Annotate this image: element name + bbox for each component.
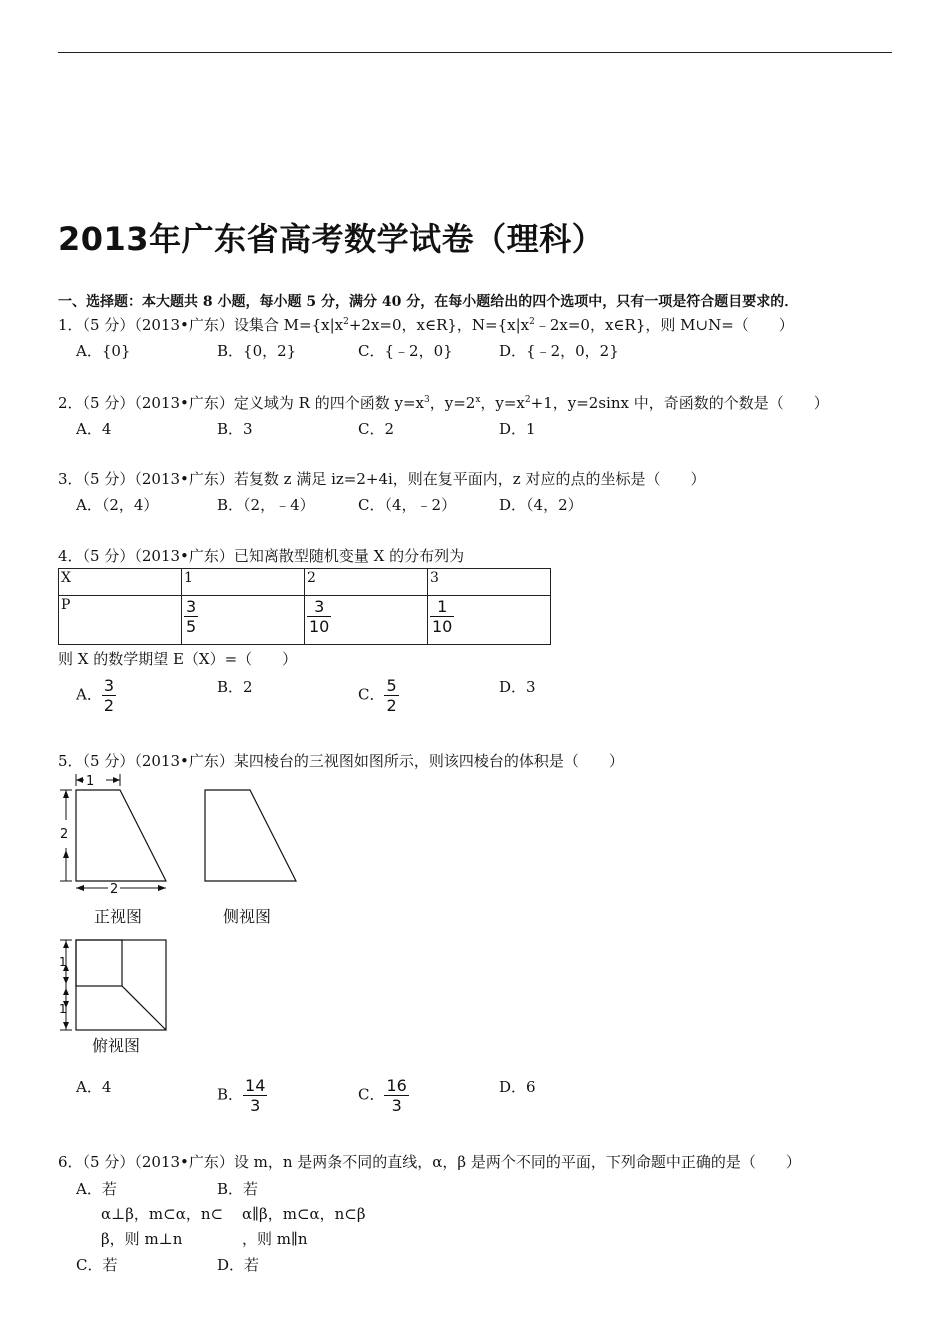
fraction xyxy=(243,1076,267,1115)
q2-exp-2: x xyxy=(475,395,481,405)
question-3: 3．（5 分）（2013•广东）若复数 z 满足 iz=2+4i，则在复平面内，z 对应的点的坐标是（ ） xyxy=(58,470,706,488)
table-row xyxy=(59,569,551,596)
denominator: 2 xyxy=(103,696,115,715)
top-view xyxy=(76,940,166,1030)
option-label: B． xyxy=(217,1085,244,1104)
q6-option-d: D．若 xyxy=(217,1256,260,1274)
q1-exp-b: 2 xyxy=(529,317,535,327)
q1-text-c: ﹣2x=0，x∈R}，则 M∪N=（ ） xyxy=(534,316,794,334)
fraction xyxy=(307,597,331,636)
q2-option-a: A．4 xyxy=(76,420,112,438)
numerator: 1 xyxy=(430,597,454,617)
fraction xyxy=(430,597,454,636)
dim-label: 1 xyxy=(59,1002,67,1016)
dim-top-width xyxy=(76,774,120,789)
q5-option-d: D．6 xyxy=(499,1078,536,1096)
side-view xyxy=(205,790,296,881)
dim-label: 1 xyxy=(86,774,95,789)
numerator: 16 xyxy=(386,1076,407,1095)
q3-option-a: A．（2，4） xyxy=(76,496,159,514)
q6-option-b-line3: ，则 m∥n xyxy=(242,1230,308,1248)
q2-exp-1: 3 xyxy=(423,395,430,405)
three-view-diagram xyxy=(56,770,316,1060)
q1-option-d: D．{﹣2，0，2} xyxy=(499,342,619,360)
option-label: C． xyxy=(358,685,385,704)
q6-option-a: A．若 xyxy=(76,1180,117,1198)
distribution-table xyxy=(58,568,551,645)
q1-text-b: +2x=0，x∈R}，N={x|x xyxy=(348,316,530,334)
dim-label: 2 xyxy=(110,882,119,897)
fraction xyxy=(184,597,198,636)
top-view-label: 俯视图 xyxy=(92,1036,141,1055)
page-title: 2013年广东省高考数学试卷（理科） xyxy=(58,220,605,258)
table-cell xyxy=(428,596,551,645)
denominator: 3 xyxy=(391,1096,402,1115)
numerator: 5 xyxy=(386,676,397,695)
q4-option-a xyxy=(76,676,116,715)
dim-label: 2 xyxy=(60,827,69,842)
q6-option-a-line3: β，则 m⊥n xyxy=(101,1230,183,1248)
table-cell: 3 xyxy=(428,569,551,596)
q2-text-d: +1，y=2sinx 中，奇函数的个数是（ ） xyxy=(530,394,829,412)
q4-option-c xyxy=(358,676,399,715)
table-cell: X xyxy=(59,569,182,596)
q2-text-c: ，y=x xyxy=(480,394,525,412)
q3-option-c: C．（4，﹣2） xyxy=(358,496,457,514)
question-5: 5．（5 分）（2013•广东）某四棱台的三视图如图所示，则该四棱台的体积是（ ） xyxy=(58,752,624,770)
q6-option-b: B．若 xyxy=(217,1180,259,1198)
q2-option-d: D．1 xyxy=(499,420,536,438)
q2-option-c: C．2 xyxy=(358,420,395,438)
option-label: A． xyxy=(76,685,102,704)
fraction xyxy=(384,676,398,715)
section-heading: 一、选择题：本大题共 8 小题，每小题 5 分，满分 40 分，在每小题给出的四个选项中，只有一项是符合题目要求的． xyxy=(58,294,799,310)
table-cell xyxy=(305,596,428,645)
numerator: 3 xyxy=(103,676,115,695)
front-view-label: 正视图 xyxy=(94,907,143,926)
q4-option-d: D．3 xyxy=(499,678,536,696)
fraction xyxy=(384,1076,408,1115)
q1-option-c: C．{﹣2，0} xyxy=(358,342,453,360)
q3-option-d: D．（4，2） xyxy=(499,496,583,514)
question-4: 4．（5 分）（2013•广东）已知离散型随机变量 X 的分布列为 xyxy=(58,547,465,565)
question-1 xyxy=(58,314,794,335)
question-6: 6．（5 分）（2013•广东）设 m，n 是两条不同的直线，α，β 是两个不同的平面，下列命题中正确的是（ ） xyxy=(58,1153,801,1171)
q4-option-b: B．2 xyxy=(217,678,253,696)
q5-option-b xyxy=(217,1076,267,1115)
header-rule xyxy=(58,52,892,53)
q3-option-b: B．（2，﹣4） xyxy=(217,496,315,514)
fraction xyxy=(102,676,116,715)
q2-text-b: ，y=2 xyxy=(429,394,476,412)
numerator: 3 xyxy=(186,597,197,616)
table-row xyxy=(59,596,551,645)
denominator: 3 xyxy=(250,1096,261,1115)
numerator: 14 xyxy=(245,1076,266,1095)
table-cell: P xyxy=(59,596,182,645)
q1-text-a: 1．（5 分）（2013•广东）设集合 M={x|x xyxy=(58,316,344,334)
denominator: 2 xyxy=(386,696,397,715)
dim-label: 1 xyxy=(59,955,67,969)
numerator: 3 xyxy=(307,597,331,617)
q2-text-a: 2．（5 分）（2013•广东）定义域为 R 的四个函数 y=x xyxy=(58,394,424,412)
q2-exp-3: 2 xyxy=(524,395,531,405)
q2-option-b: B．3 xyxy=(217,420,253,438)
question-2 xyxy=(58,392,829,413)
q5-option-c xyxy=(358,1076,409,1115)
denominator: 10 xyxy=(309,617,330,636)
table-cell: 2 xyxy=(305,569,428,596)
q6-option-c: C．若 xyxy=(76,1256,118,1274)
denominator: 10 xyxy=(432,617,453,636)
denominator: 5 xyxy=(186,617,197,636)
front-view xyxy=(76,790,166,881)
q5-option-a: A．4 xyxy=(76,1078,112,1096)
q1-option-b: B．{0，2} xyxy=(217,342,297,360)
q6-option-b-line2: α∥β，m⊂α，n⊂β xyxy=(242,1205,366,1223)
q1-exp-a: 2 xyxy=(343,317,349,327)
table-cell xyxy=(182,596,305,645)
q6-option-a-line2: α⊥β，m⊂α，n⊂ xyxy=(101,1205,224,1223)
table-cell: 1 xyxy=(182,569,305,596)
dim-bottom-width xyxy=(76,882,166,897)
side-view-label: 侧视图 xyxy=(223,907,272,926)
dim-height xyxy=(60,790,72,881)
dim-top-view-vertical xyxy=(59,940,72,1030)
q1-option-a: A．{0} xyxy=(76,342,131,360)
option-label: C． xyxy=(358,1085,385,1104)
q4-follow-text: 则 X 的数学期望 E（X）=（ ） xyxy=(58,650,298,668)
